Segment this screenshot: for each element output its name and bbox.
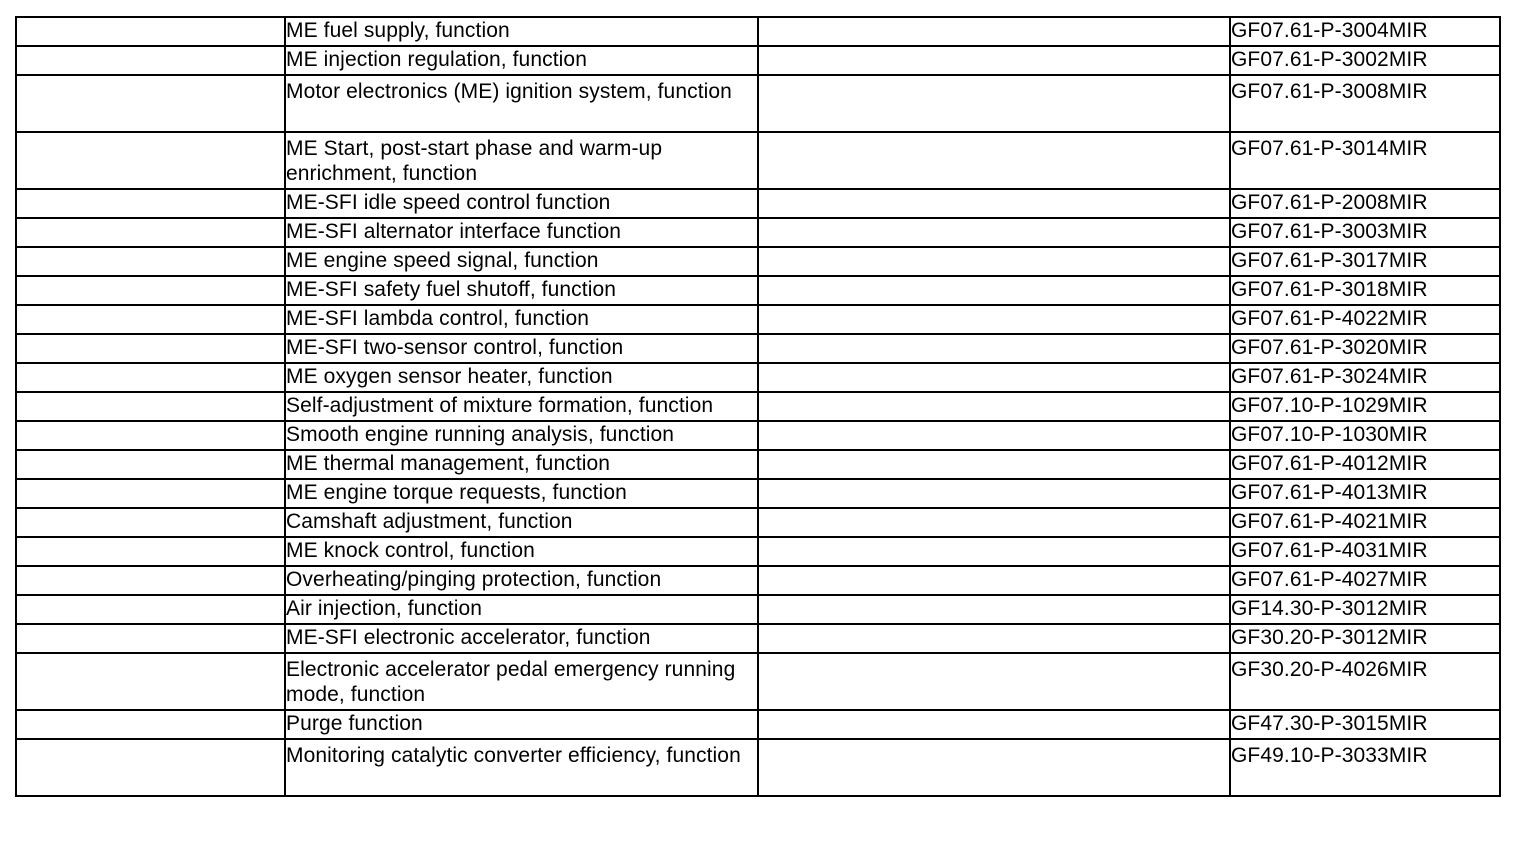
- document-reference-cell: GF07.61-P-3014MIR: [1230, 132, 1500, 189]
- empty-cell: [16, 276, 285, 305]
- empty-cell: [16, 305, 285, 334]
- function-description-cell: ME Start, post-start phase and warm-up enrichment, function: [285, 132, 758, 189]
- function-description-cell: ME-SFI alternator interface function: [285, 218, 758, 247]
- document-reference-cell: GF30.20-P-4026MIR: [1230, 653, 1500, 710]
- document-reference-cell: GF47.30-P-3015MIR: [1230, 710, 1500, 739]
- empty-cell: [16, 247, 285, 276]
- table-row: [16, 392, 1500, 421]
- empty-cell: [758, 450, 1230, 479]
- table-row: [16, 17, 1500, 46]
- table-row: [16, 46, 1500, 75]
- table-row: [16, 595, 1500, 624]
- function-description-cell: ME-SFI idle speed control function: [285, 189, 758, 218]
- function-description-cell: ME fuel supply, function: [285, 17, 758, 46]
- document-reference-cell: GF07.61-P-3018MIR: [1230, 276, 1500, 305]
- document-reference-cell: GF07.61-P-3002MIR: [1230, 46, 1500, 75]
- empty-cell: [758, 392, 1230, 421]
- empty-cell: [758, 595, 1230, 624]
- function-description-cell: ME knock control, function: [285, 537, 758, 566]
- document-reference-cell: GF07.61-P-3020MIR: [1230, 334, 1500, 363]
- function-description-cell: ME-SFI lambda control, function: [285, 305, 758, 334]
- empty-cell: [758, 508, 1230, 537]
- empty-cell: [16, 46, 285, 75]
- table-row: [16, 305, 1500, 334]
- empty-cell: [16, 218, 285, 247]
- empty-cell: [758, 247, 1230, 276]
- table-row: [16, 363, 1500, 392]
- table-row: [16, 710, 1500, 739]
- function-description-cell: ME thermal management, function: [285, 450, 758, 479]
- document-reference-cell: GF07.61-P-4027MIR: [1230, 566, 1500, 595]
- table-row: [16, 566, 1500, 595]
- empty-cell: [758, 218, 1230, 247]
- function-description-cell: Smooth engine running analysis, function: [285, 421, 758, 450]
- function-description-cell: Camshaft adjustment, function: [285, 508, 758, 537]
- table-row: [16, 624, 1500, 653]
- empty-cell: [758, 624, 1230, 653]
- document-reference-cell: GF30.20-P-3012MIR: [1230, 624, 1500, 653]
- document-reference-cell: GF07.61-P-4021MIR: [1230, 508, 1500, 537]
- document-reference-cell: GF07.10-P-1029MIR: [1230, 392, 1500, 421]
- empty-cell: [16, 17, 285, 46]
- empty-cell: [16, 334, 285, 363]
- function-description-cell: Monitoring catalytic converter efficiency, function: [285, 739, 758, 796]
- table-row: [16, 189, 1500, 218]
- document-reference-cell: GF07.10-P-1030MIR: [1230, 421, 1500, 450]
- empty-cell: [758, 537, 1230, 566]
- table-row: [16, 276, 1500, 305]
- empty-cell: [16, 363, 285, 392]
- function-description-cell: Air injection, function: [285, 595, 758, 624]
- document-reference-cell: GF07.61-P-4012MIR: [1230, 450, 1500, 479]
- function-reference-table: [15, 16, 1501, 797]
- table-row: [16, 508, 1500, 537]
- empty-cell: [758, 17, 1230, 46]
- empty-cell: [758, 566, 1230, 595]
- empty-cell: [758, 132, 1230, 189]
- empty-cell: [758, 710, 1230, 739]
- empty-cell: [758, 75, 1230, 132]
- empty-cell: [16, 392, 285, 421]
- table-row: [16, 218, 1500, 247]
- table-row: [16, 450, 1500, 479]
- document-reference-cell: GF07.61-P-3008MIR: [1230, 75, 1500, 132]
- empty-cell: [16, 132, 285, 189]
- function-description-cell: Overheating/pinging protection, function: [285, 566, 758, 595]
- empty-cell: [758, 653, 1230, 710]
- function-description-cell: ME-SFI two-sensor control, function: [285, 334, 758, 363]
- table-body: [16, 17, 1500, 796]
- table-row: [16, 421, 1500, 450]
- document-reference-cell: GF07.61-P-2008MIR: [1230, 189, 1500, 218]
- empty-cell: [758, 305, 1230, 334]
- table-row: [16, 739, 1500, 796]
- empty-cell: [16, 450, 285, 479]
- empty-cell: [758, 363, 1230, 392]
- table-row: [16, 334, 1500, 363]
- empty-cell: [16, 537, 285, 566]
- empty-cell: [758, 479, 1230, 508]
- table-row: [16, 479, 1500, 508]
- document-reference-cell: GF07.61-P-3003MIR: [1230, 218, 1500, 247]
- document-reference-cell: GF49.10-P-3033MIR: [1230, 739, 1500, 796]
- table-row: [16, 75, 1500, 132]
- document-reference-cell: GF07.61-P-4013MIR: [1230, 479, 1500, 508]
- empty-cell: [758, 739, 1230, 796]
- function-description-cell: Self-adjustment of mixture formation, function: [285, 392, 758, 421]
- table-row: [16, 653, 1500, 710]
- empty-cell: [758, 334, 1230, 363]
- table-row: [16, 132, 1500, 189]
- empty-cell: [16, 653, 285, 710]
- function-description-cell: ME-SFI safety fuel shutoff, function: [285, 276, 758, 305]
- document-reference-cell: GF07.61-P-3024MIR: [1230, 363, 1500, 392]
- table-row: [16, 537, 1500, 566]
- table-row: [16, 247, 1500, 276]
- function-description-cell: ME engine torque requests, function: [285, 479, 758, 508]
- function-description-cell: ME injection regulation, function: [285, 46, 758, 75]
- empty-cell: [16, 479, 285, 508]
- empty-cell: [16, 624, 285, 653]
- empty-cell: [16, 566, 285, 595]
- empty-cell: [16, 508, 285, 537]
- empty-cell: [758, 46, 1230, 75]
- document-reference-cell: GF07.61-P-4031MIR: [1230, 537, 1500, 566]
- document-reference-cell: GF07.61-P-3017MIR: [1230, 247, 1500, 276]
- empty-cell: [16, 189, 285, 218]
- empty-cell: [16, 710, 285, 739]
- function-description-cell: Electronic accelerator pedal emergency running mode, function: [285, 653, 758, 710]
- function-description-cell: ME engine speed signal, function: [285, 247, 758, 276]
- document-reference-cell: GF14.30-P-3012MIR: [1230, 595, 1500, 624]
- empty-cell: [16, 421, 285, 450]
- function-description-cell: Motor electronics (ME) ignition system, function: [285, 75, 758, 132]
- empty-cell: [758, 189, 1230, 218]
- document-reference-cell: GF07.61-P-4022MIR: [1230, 305, 1500, 334]
- function-description-cell: ME-SFI electronic accelerator, function: [285, 624, 758, 653]
- empty-cell: [758, 276, 1230, 305]
- function-description-cell: Purge function: [285, 710, 758, 739]
- function-description-cell: ME oxygen sensor heater, function: [285, 363, 758, 392]
- function-reference-sheet: [15, 16, 1501, 797]
- empty-cell: [16, 75, 285, 132]
- empty-cell: [16, 595, 285, 624]
- empty-cell: [758, 421, 1230, 450]
- empty-cell: [16, 739, 285, 796]
- document-reference-cell: GF07.61-P-3004MIR: [1230, 17, 1500, 46]
